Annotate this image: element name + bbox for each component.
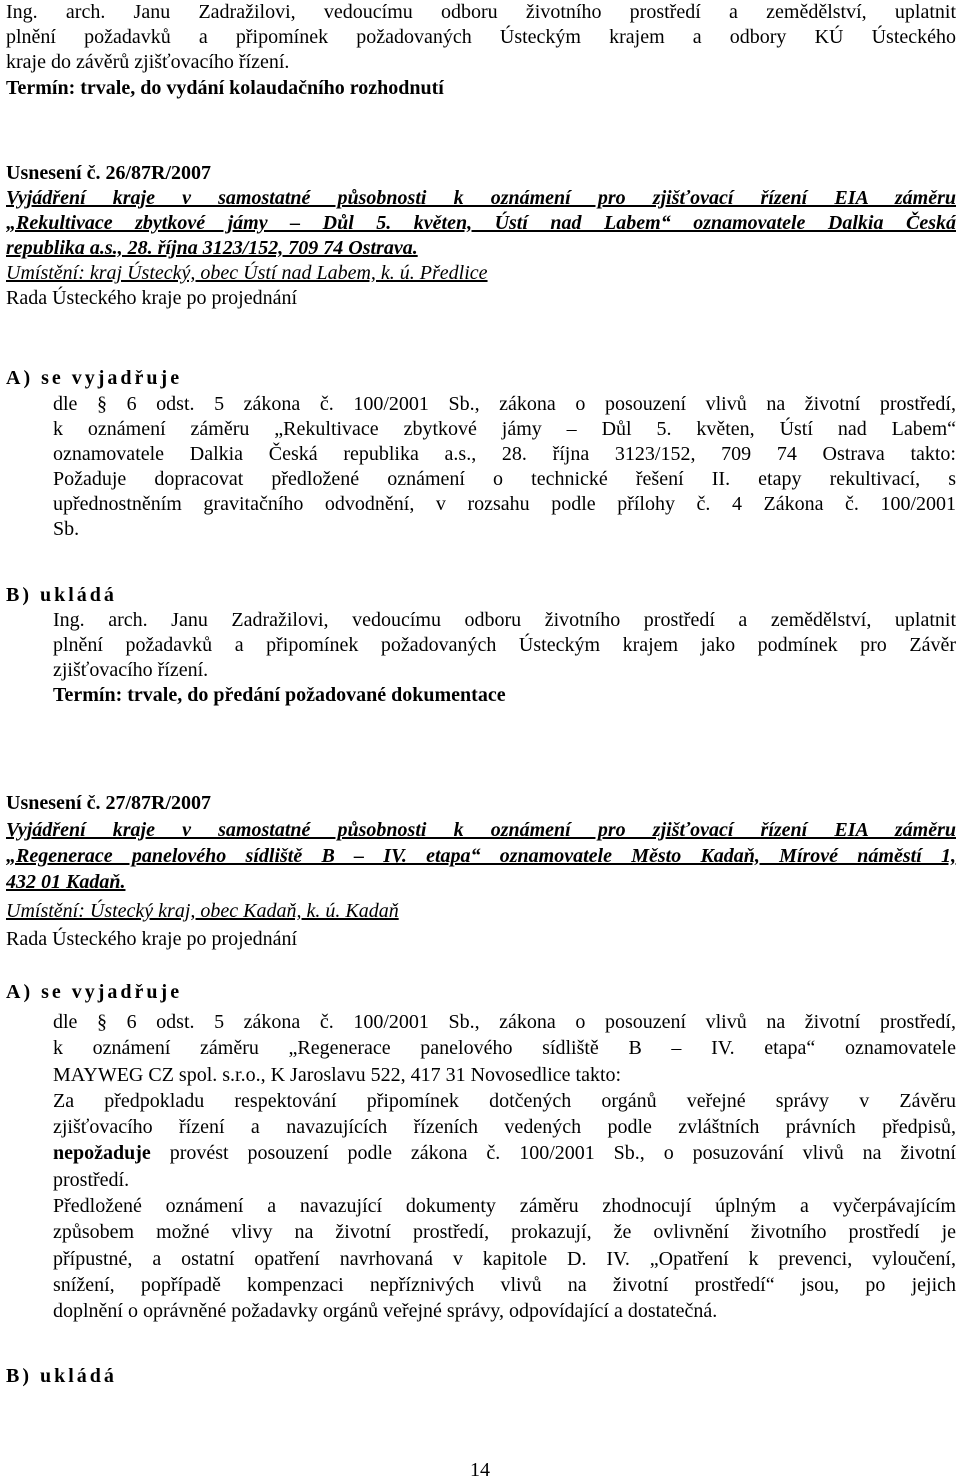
location: Umístění: Ústecký kraj, obec Kadaň, k. ú. Kadaň bbox=[6, 900, 399, 922]
text-line: zjišťovacího řízení. bbox=[53, 659, 209, 681]
text-line: plnění požadavků a připomínek požadovaných Ústeckým krajem jako podmínek pro Závěr bbox=[53, 634, 956, 656]
section-a-heading: A) se vyjadřuje bbox=[6, 367, 183, 389]
text-line: Ing. arch. Janu Zadražilovi, vedoucímu odboru životního prostředí a zemědělství, uplatnit bbox=[6, 1, 956, 23]
text-line: Sb. bbox=[53, 518, 80, 540]
text-line: dle § 6 odst. 5 zákona č. 100/2001 Sb., zákona o posouzení vlivů na životní prostředí, bbox=[53, 1011, 956, 1033]
council-statement: Rada Ústeckého kraje po projednání bbox=[6, 287, 298, 309]
text-line: kraje do závěrů zjišťovacího řízení. bbox=[6, 51, 290, 73]
location: Umístění: kraj Ústecký, obec Ústí nad Labem, k. ú. Předlice bbox=[6, 262, 488, 284]
resolution-subject: 432 01 Kadaň. bbox=[6, 871, 126, 893]
deadline: Termín: trvale, do vydání kolaudačního rozhodnutí bbox=[6, 77, 444, 99]
text-line: Předložené oznámení a navazující dokumenty záměru zhodnocují úplným a vyčerpávajícím bbox=[53, 1195, 956, 1217]
text-line: snížení, popřípadě kompenzaci nepříznivých vlivů na životní prostředí“ jsou, po jejich bbox=[53, 1274, 956, 1296]
text-line: Požaduje dopracovat předložené oznámení o technické řešení II. etapy rekultivací, s bbox=[53, 468, 956, 490]
text-line: oznamovatele Dalkia Česká republika a.s., 28. října 3123/152, 709 74 Ostrava takto: bbox=[53, 443, 956, 465]
resolution-subject: Vyjádření kraje v samostatné působnosti k oznámení pro zjišťovací řízení EIA záměru bbox=[6, 187, 956, 209]
text-line: Za předpokladu respektování připomínek dotčených orgánů veřejné správy v Závěru bbox=[53, 1090, 956, 1112]
text-line: upřednostněním gravitačního odvodnění, v rozsahu podle přílohy č. 4 Zákona č. 100/2001 bbox=[53, 493, 956, 515]
section-a-heading: A) se vyjadřuje bbox=[6, 981, 183, 1003]
text-line: MAYWEG CZ spol. s.r.o., K Jaroslavu 522, 417 31 Novosedlice takto: bbox=[53, 1064, 622, 1086]
section-b-heading: B) ukládá bbox=[6, 584, 117, 606]
section-b-heading: B) ukládá bbox=[6, 1365, 117, 1387]
resolution-subject: Vyjádření kraje v samostatné působnosti k oznámení pro zjišťovací řízení EIA záměru bbox=[6, 819, 956, 841]
text-line: způsobem možné vlivy na životní prostředí, prokazují, že ovlivnění životního prostředí je bbox=[53, 1221, 956, 1243]
text-line: dle § 6 odst. 5 zákona č. 100/2001 Sb., zákona o posouzení vlivů na životní prostředí, bbox=[53, 393, 956, 415]
text-line bbox=[53, 1141, 956, 1166]
text-line: doplnění o oprávněné požadavky orgánů veřejné správy, odpovídající a dostatečná. bbox=[53, 1300, 718, 1322]
text-line: k oznámení záměru „Regenerace panelového sídliště B – IV. etapa“ oznamovatele bbox=[53, 1037, 956, 1059]
text-line: k oznámení záměru „Rekultivace zbytkové jámy – Důl 5. květen, Ústí nad Labem“ bbox=[53, 418, 956, 440]
council-statement: Rada Ústeckého kraje po projednání bbox=[6, 928, 298, 950]
resolution-subject: republika a.s., 28. října 3123/152, 709 74 Ostrava. bbox=[6, 237, 418, 259]
resolution-subject: „Regenerace panelového sídliště B – IV. etapa“ oznamovatele Město Kadaň, Mírové náměstí 1, bbox=[6, 845, 956, 867]
page-number: 14 bbox=[470, 1459, 490, 1481]
text-line: prostředí. bbox=[53, 1169, 130, 1191]
text-span: provést posouzení podle zákona č. 100/2001 Sb., o posuzování vlivů na životní bbox=[150, 1142, 956, 1164]
resolution-subject: „Rekultivace zbytkové jámy – Důl 5. květen, Ústí nad Labem“ oznamovatele Dalkia Česká bbox=[6, 212, 956, 234]
text-line: plnění požadavků a připomínek požadovaných Ústeckým krajem a odbory KÚ Ústeckého bbox=[6, 26, 956, 48]
text-line: Ing. arch. Janu Zadražilovi, vedoucímu odboru životního prostředí a zemědělství, uplatnit bbox=[53, 609, 956, 631]
emphasis-word: nepožaduje bbox=[53, 1142, 151, 1164]
deadline: Termín: trvale, do předání požadované dokumentace bbox=[53, 684, 506, 706]
resolution-title: Usnesení č. 26/87R/2007 bbox=[6, 162, 211, 184]
text-line: přípustné, a ostatní opatření navrhovaná v kapitole D. IV. „Opatření k prevenci, vyloučení, bbox=[53, 1248, 956, 1270]
text-line: zjišťovacího řízení a navazujících řízeních vedených podle zvláštních právních předpisů, bbox=[53, 1116, 956, 1138]
resolution-title: Usnesení č. 27/87R/2007 bbox=[6, 792, 211, 814]
